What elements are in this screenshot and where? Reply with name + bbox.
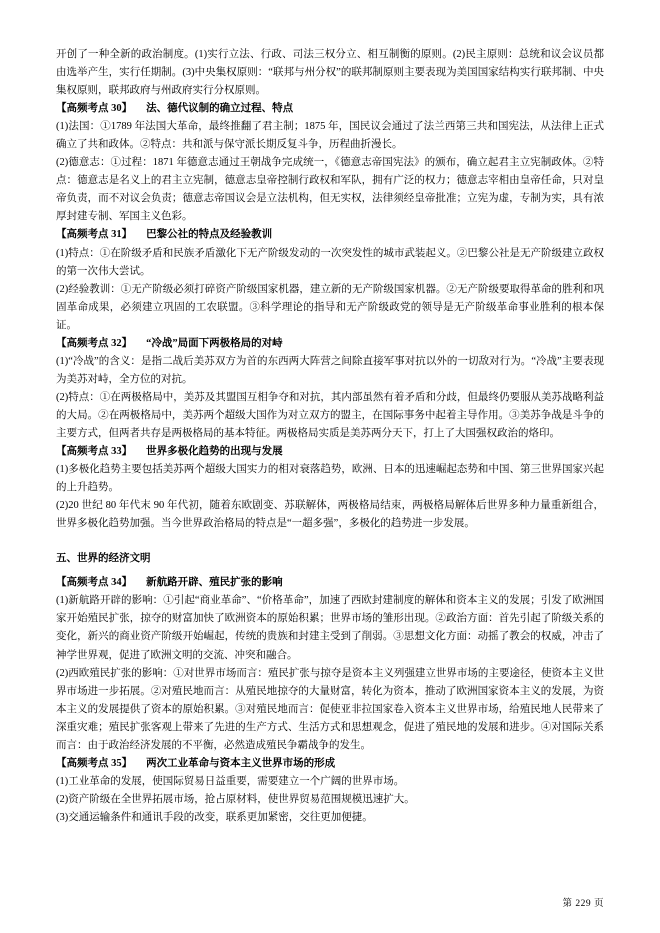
page-content: [56, 46, 604, 827]
section-heading: 五、世界的经济文明: [56, 553, 151, 565]
paragraph: (2)经验教训：①无产阶级必须打碎资产阶级国家机器，建立新的无产阶级国家机器。②无产阶级要取得革命的胜利和巩固革命成果，必须建立巩固的工农联盟。③科学理论的指导和无产阶级政党的领导是无产阶级革命事业胜利的根本保证。: [56, 283, 604, 331]
highlight-heading: [56, 755, 604, 773]
paragraph: (2)西欧殖民扩张的影响：①对世界市场而言：殖民扩张与掠夺是资本主义列强建立世界市场的主要途径，使资本主义世界市场进一步拓展。②对殖民地而言：从殖民地掠夺的大量财富，转化为资本，推动了欧洲国家资本主义的发展，为资本主义的发展提供了资本的原始积累。③对殖民地而言：促使亚非拉国家卷入资本主义世界市场，给殖民地人民带来了深重灾难；殖民扩张客观上带来了先进的生产方式、生活方式和思想观念，促进了殖民地的发展和进步。④对国际关系而言：由于政治经济发展的不平衡，必然造成殖民争霸战争的发生。: [56, 667, 604, 751]
heading-label: 【高频考点 31】: [56, 229, 133, 241]
paragraph: (2)特点：①在两极格局中，美苏及其盟国互相争夺和对抗，其内部虽然有着矛盾和分歧，但最终仍要服从美苏战略利益的大局。②在两极格局中，美苏两个超级大国作为对立双方的盟主，在国际事务中起着主导作用。③美苏争战是斗争的主要方式，但两者共存是两极格局的基本特征。两极格局实质是美苏两分天下，打上了大国强权政治的烙印。: [56, 391, 604, 439]
paragraph: (1)特点：①在阶级矛盾和民族矛盾激化下无产阶级发动的一次突发性的城市武装起义。②巴黎公社是无产阶级建立政权的第一次伟大尝试。: [56, 247, 604, 277]
heading-title: “冷战”局面下两极格局的对峙: [146, 337, 283, 349]
heading-label: 【高频考点 35】: [56, 757, 133, 769]
paragraph: (1)多极化趋势主要包括美苏两个超级大国实力的相对衰落趋势，欧洲、日本的迅速崛起态势和中国、第三世界国家兴起的上升趋势。: [56, 464, 604, 494]
heading-title: 世界多极化趋势的出现与发展: [146, 446, 283, 458]
highlight-heading: [56, 335, 604, 353]
heading-title: 两次工业革命与资本主义世界市场的形成: [146, 757, 336, 769]
paragraph: (2)德意志：①过程：1871 年德意志通过王朝战争完成统一，《德意志帝国宪法》的颁布，确立起君主立宪制政体。②特点：德意志是名义上的君主立宪制，德意志皇帝控制行政权和军队，拥有广泛的权力；德意志宰相由皇帝任命，只对皇帝负责，而不对议会负责；德意志帝国议会是立法机构，但无实权，法律须经皇帝批准；立宪为虚，专制为实，具有浓厚封建专制、军国主义色彩。: [56, 157, 604, 223]
paragraph: (1)法国：①1789 年法国大革命，最终推翻了君主制；1875 年，国民议会通过了法兰西第三共和国宪法，从法律上正式确立了共和政体。②特点：共和派与保守派长期反复斗争，历程曲折漫长。: [56, 121, 604, 151]
paragraph: (1)新航路开辟的影响：①引起“商业革命”、“价格革命”，加速了西欧封建制度的解体和资本主义的发展；引发了欧洲国家开始殖民扩张，掠夺的财富加快了欧洲资本的原始积累；世界市场的雏形出现。②政治方面：首先引起了阶级关系的变化，新兴的商业资产阶级开始崛起，传统的贵族和封建主受到了削弱。③思想文化方面：动摇了教会的权威，冲击了神学世界观，促进了欧洲文明的交流、冲突和融合。: [56, 595, 604, 661]
paragraph: 开创了一种全新的政治制度。(1)实行立法、行政、司法三权分立、相互制衡的原则。(2)民主原则：总统和议会议员都由选举产生，实行任期制。(3)中央集权原则：“联邦与州分权”的联邦制原则主要表现为美国国家结构实行联邦制、中央集权原则，联邦政府与州政府实行分权原则。: [56, 49, 604, 97]
heading-label: 【高频考点 34】: [56, 577, 133, 589]
highlight-heading: [56, 574, 604, 592]
heading-label: 【高频考点 30】: [56, 103, 133, 115]
highlight-heading: [56, 443, 604, 461]
paragraph: (3)交通运输条件和通讯手段的改变，联系更加紧密，交往更加便捷。: [56, 811, 373, 823]
highlight-heading: [56, 100, 604, 118]
paragraph: (2)20 世纪 80 年代末 90 年代初，随着东欧剧变、苏联解体，两极格局结束，两极格局解体后世界多种力量重新组合，世界多极化趋势加强。当今世界政治格局的特点是“一超多强”，多极化的趋势进一步发展。: [56, 500, 604, 530]
paragraph: (2)资产阶级在全世界拓展市场，抢占原材料，使世界贸易范围规模迅速扩大。: [56, 793, 415, 805]
heading-title: 巴黎公社的特点及经验教训: [146, 229, 273, 241]
paragraph: (1)“冷战”的含义：是指二战后美苏双方为首的东西两大阵营之间除直接军事对抗以外的一切敌对行为。“冷战”主要表现为美苏对峙，全方位的对抗。: [56, 355, 604, 385]
page-number: 第 229 页: [562, 899, 604, 909]
highlight-heading: [56, 226, 604, 244]
heading-label: 【高频考点 32】: [56, 337, 133, 349]
heading-title: 法、德代议制的确立过程、特点: [146, 103, 294, 115]
paragraph: (1)工业革命的发展，使国际贸易日益重要，需要建立一个广阔的世界市场。: [56, 775, 405, 787]
heading-title: 新航路开辟、殖民扩张的影响: [146, 577, 283, 589]
heading-label: 【高频考点 33】: [56, 446, 133, 458]
